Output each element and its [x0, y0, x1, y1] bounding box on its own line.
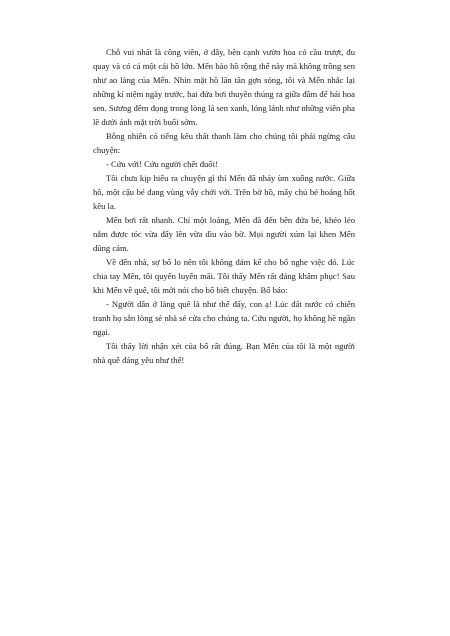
story-text [93, 45, 355, 367]
paragraph-rescue: Mến bơi rất nhanh. Chỉ một loáng, Mến đã đến bên đứa bé, khéo léo nắm được tóc vừa đẩy lên vừa dìu vào bờ. Mọi người xúm lại khen Mến dũng cảm. [93, 215, 355, 253]
paragraph-park: Chỗ vui nhất là công viên, ở đây, bên cạnh vườn hoa có cầu trượt, đu quay và có cả một cái hồ lớn. Mến bảo hồ rộng thế này mà không trồng sen như ao làng của Mến. Nhìn mặt hồ lăn tăn gợn sóng, tôi và Mến nhắc lại những kí niệm ngày trước, hai đứa bơi thuyền thúng ra giữa đầm để hái hoa sen. Sương đêm đọng trong lòng lá sen xanh, lóng lánh như những viên pha lê dưới ánh mặt trời buổi sớm. [93, 47, 355, 127]
paragraph-jump: Tôi chưa kịp hiểu ra chuyện gì thì Mến đã nhảy ùm xuống nước. Giữa hồ, một cậu bé đang vùng vẫy chới với. Trên bờ hồ, mấy chú bé hoảng hốt kêu la. [93, 173, 355, 211]
paragraph-conclusion: Tôi thấy lời nhận xét của bố rất đúng. Bạn Mến của tôi là một người nhà quê đáng yêu như thế! [93, 341, 355, 365]
paragraph-cry: Bỗng nhiên có tiếng kêu thất thanh làm cho chúng tôi phải ngừng câu chuyện: [93, 131, 355, 155]
paragraph-home: Về đến nhà, sợ bố lo nên tôi không dám kể cho bố nghe việc đó. Lúc chia tay Mến, tôi quyến luyến mãi. Tôi thấy Mến rất đáng khâm phục! Sau khi Mến về quê, tôi mới nói cho bố biết chuyện. Bố bảo: [93, 257, 355, 295]
paragraph-father: - Người dân ở làng quê là như thế đấy, con ạ! Lúc đất nước có chiến tranh họ sẵn lòng sẻ nhà sẻ cửa cho chúng ta. Cứu người, họ không hề ngần ngại. [93, 299, 355, 337]
paragraph-help-call: - Cứu với! Cứu người chết đuối! [106, 159, 218, 169]
